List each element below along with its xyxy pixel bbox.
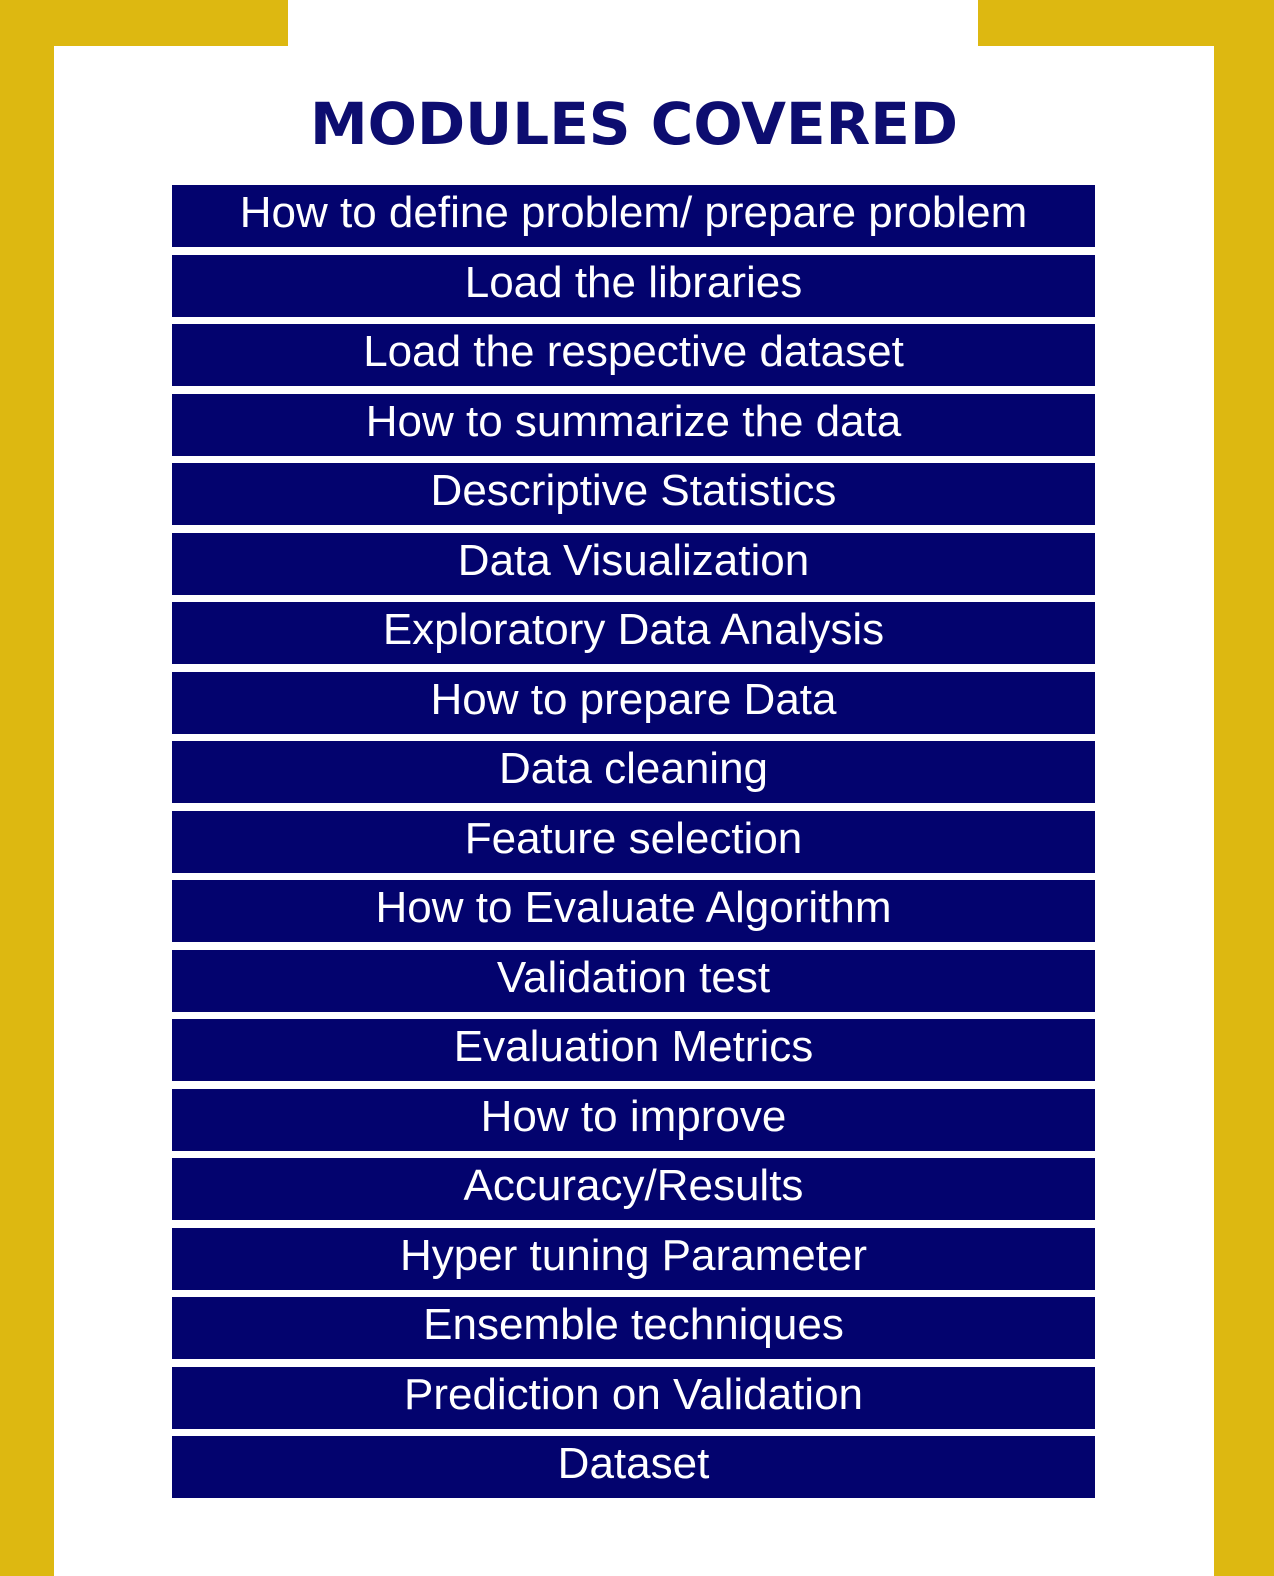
page-title: MODULES COVERED bbox=[309, 90, 959, 158]
top-left-border-tab bbox=[0, 0, 288, 46]
module-item: Feature selection bbox=[172, 811, 1095, 873]
module-item: Exploratory Data Analysis bbox=[172, 602, 1095, 664]
module-item: Evaluation Metrics bbox=[172, 1019, 1095, 1081]
module-item: Hyper tuning Parameter bbox=[172, 1228, 1095, 1290]
module-item: Dataset bbox=[172, 1436, 1095, 1498]
module-item: How to define problem/ prepare problem bbox=[172, 185, 1095, 247]
module-item: How to improve bbox=[172, 1089, 1095, 1151]
right-border-bar bbox=[1214, 0, 1274, 1576]
left-border-bar bbox=[0, 0, 54, 1576]
module-item: Validation test bbox=[172, 950, 1095, 1012]
module-item: Load the libraries bbox=[172, 255, 1095, 317]
module-item: How to Evaluate Algorithm bbox=[172, 880, 1095, 942]
module-item: Prediction on Validation bbox=[172, 1367, 1095, 1429]
modules-list bbox=[172, 185, 1095, 1506]
module-item: Accuracy/Results bbox=[172, 1158, 1095, 1220]
module-item: Load the respective dataset bbox=[172, 324, 1095, 386]
module-item: How to prepare Data bbox=[172, 672, 1095, 734]
module-item: Data cleaning bbox=[172, 741, 1095, 803]
module-item: Descriptive Statistics bbox=[172, 463, 1095, 525]
top-right-border-tab bbox=[978, 0, 1274, 46]
module-item: Data Visualization bbox=[172, 533, 1095, 595]
module-item: How to summarize the data bbox=[172, 394, 1095, 456]
module-item: Ensemble techniques bbox=[172, 1297, 1095, 1359]
